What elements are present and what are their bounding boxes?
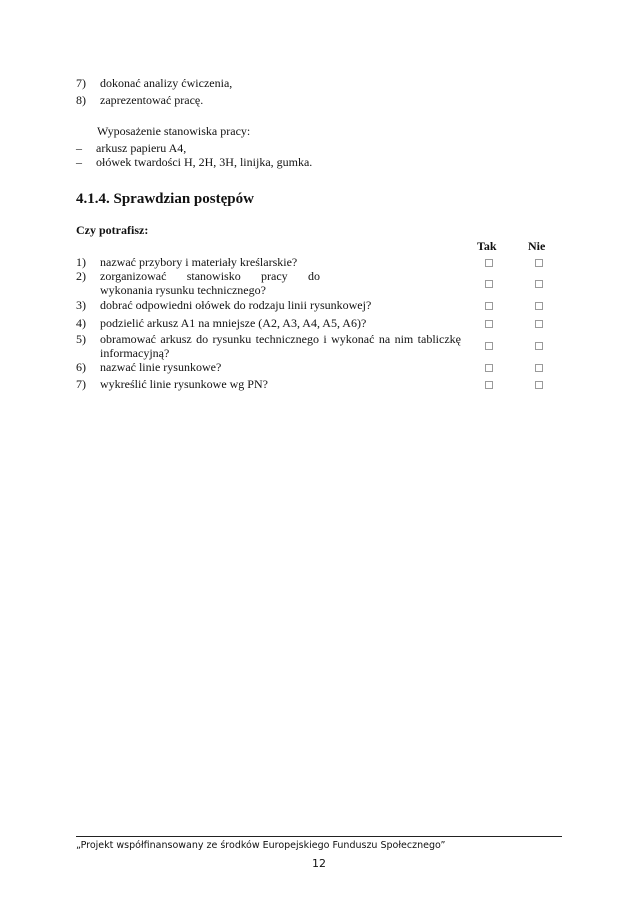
question-row xyxy=(76,255,466,269)
checkbox-yes[interactable] xyxy=(485,381,493,389)
question-number: 3) xyxy=(76,298,86,312)
question-text: nazwać linie rysunkowe? xyxy=(100,360,222,374)
list-item xyxy=(76,76,476,90)
question-row xyxy=(76,269,376,297)
checkbox-no[interactable] xyxy=(535,364,543,372)
question-text: obramować arkusz do rysunku technicznego i wykonać na nim tabliczkę informacyjną? xyxy=(100,332,461,360)
question-number: 4) xyxy=(76,316,86,330)
bullet: – xyxy=(76,141,82,155)
question-text: podzielić arkusz A1 na mniejsze (A2, A3, A4, A5, A6)? xyxy=(100,316,367,330)
question-text: nazwać przybory i materiały kreślarskie? xyxy=(100,255,298,269)
question-row xyxy=(76,298,466,312)
equipment-title: Wyposażenie stanowiska pracy: xyxy=(97,124,251,138)
equipment-text: arkusz papieru A4, xyxy=(96,141,187,155)
question-row xyxy=(76,360,466,374)
question-number: 6) xyxy=(76,360,86,374)
checkbox-no[interactable] xyxy=(535,259,543,267)
section-heading: 4.1.4. Sprawdzian postępów xyxy=(76,191,254,207)
equipment-item xyxy=(76,141,476,155)
question-number: 5) xyxy=(76,332,86,346)
list-text: zaprezentować pracę. xyxy=(100,93,204,107)
checkbox-yes[interactable] xyxy=(485,280,493,288)
bullet: – xyxy=(76,155,82,169)
question-row xyxy=(76,332,461,360)
checkbox-no[interactable] xyxy=(535,302,543,310)
question-text: wykreślić linie rysunkowe wg PN? xyxy=(100,377,268,391)
footer-divider xyxy=(76,836,562,837)
checkbox-yes[interactable] xyxy=(485,364,493,372)
list-number: 7) xyxy=(76,76,86,90)
checkbox-yes[interactable] xyxy=(485,302,493,310)
footer-text: „Projekt współfinansowany ze środków Europejskiego Funduszu Społecznego” xyxy=(76,840,446,851)
question-number: 7) xyxy=(76,377,86,391)
checkbox-no[interactable] xyxy=(535,342,543,350)
question-text: zorganizować stanowisko pracy do wykonania rysunku technicznego? xyxy=(100,269,320,297)
question-text: dobrać odpowiedni ołówek do rodzaju linii rysunkowej? xyxy=(100,298,372,312)
list-number: 8) xyxy=(76,93,86,107)
question-number: 1) xyxy=(76,255,86,269)
column-header-no: Nie xyxy=(528,239,546,253)
column-header-yes: Tak xyxy=(477,239,497,253)
question-row xyxy=(76,316,466,330)
page-number: 12 xyxy=(312,857,326,870)
checkbox-yes[interactable] xyxy=(485,342,493,350)
equipment-text: ołówek twardości H, 2H, 3H, linijka, gumka. xyxy=(96,155,313,169)
list-text: dokonać analizy ćwiczenia, xyxy=(100,76,233,90)
checkbox-yes[interactable] xyxy=(485,259,493,267)
checkbox-no[interactable] xyxy=(535,320,543,328)
section-subheading: Czy potrafisz: xyxy=(76,223,149,237)
checkbox-no[interactable] xyxy=(535,280,543,288)
question-number: 2) xyxy=(76,269,86,283)
checkbox-yes[interactable] xyxy=(485,320,493,328)
list-item xyxy=(76,93,476,107)
equipment-item xyxy=(76,155,476,169)
checkbox-no[interactable] xyxy=(535,381,543,389)
question-row xyxy=(76,377,466,391)
